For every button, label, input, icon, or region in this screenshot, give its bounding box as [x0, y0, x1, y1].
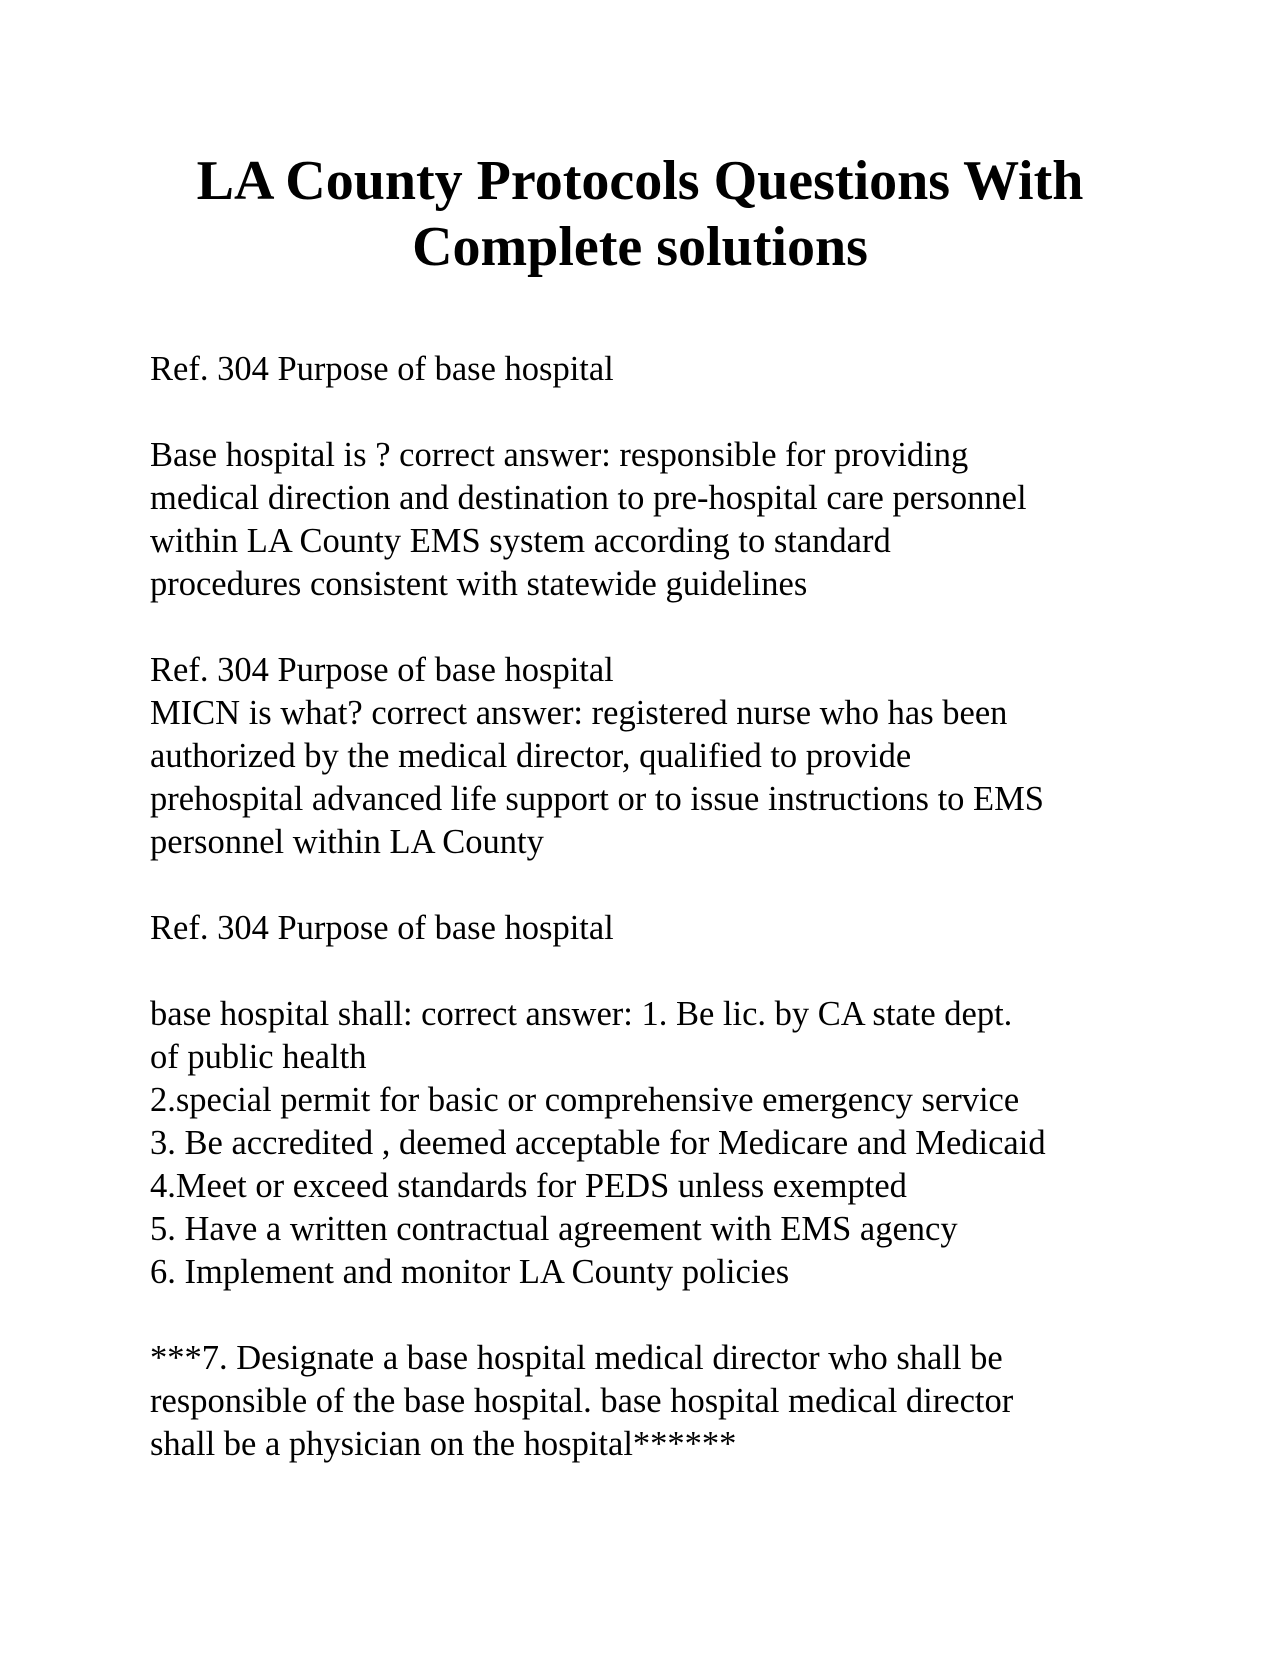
list-item: 4.Meet or exceed standards for PEDS unless exempted: [150, 1167, 907, 1205]
list-item: 2.special permit for basic or comprehensive emergency service: [150, 1081, 1020, 1119]
answer-line: procedures consistent with statewide guidelines: [150, 565, 808, 603]
question-heading: Ref. 304 Purpose of base hospital: [150, 350, 614, 388]
paragraph-gap: [150, 864, 1150, 907]
answer-line: medical direction and destination to pre-hospital care personnel: [150, 479, 1027, 517]
answer-line: of public health: [150, 1038, 367, 1076]
paragraph-gap: [150, 950, 1150, 993]
answer-line: personnel within LA County: [150, 823, 544, 861]
list-item: 5. Have a written contractual agreement with EMS agency: [150, 1210, 958, 1248]
answer-line: prehospital advanced life support or to issue instructions to EMS: [150, 780, 1044, 818]
list-item: shall be a physician on the hospital******: [150, 1425, 737, 1463]
list-item: 3. Be accredited , deemed acceptable for Medicare and Medicaid: [150, 1124, 1046, 1162]
list-item: 6. Implement and monitor LA County policies: [150, 1253, 790, 1291]
list-item: ***7. Designate a base hospital medical director who shall be: [150, 1339, 1003, 1377]
paragraph-gap: [150, 606, 1150, 649]
document-body: [150, 348, 1150, 1466]
answer-line: MICN is what? correct answer: registered nurse who has been: [150, 694, 1008, 732]
document-title: LA County Protocols Questions With Complete solutions: [196, 150, 1084, 278]
answer-line: Base hospital is ? correct answer: responsible for providing: [150, 436, 969, 474]
question-heading: Ref. 304 Purpose of base hospital: [150, 909, 614, 947]
question-heading: Ref. 304 Purpose of base hospital: [150, 651, 614, 689]
answer-line: within LA County EMS system according to standard: [150, 522, 891, 560]
list-item: responsible of the base hospital. base hospital medical director: [150, 1382, 1014, 1420]
paragraph-gap: [150, 391, 1150, 434]
answer-line: base hospital shall: correct answer: 1. Be lic. by CA state dept.: [150, 995, 1013, 1033]
answer-line: authorized by the medical director, qualified to provide: [150, 737, 912, 775]
paragraph-gap: [150, 1294, 1150, 1337]
